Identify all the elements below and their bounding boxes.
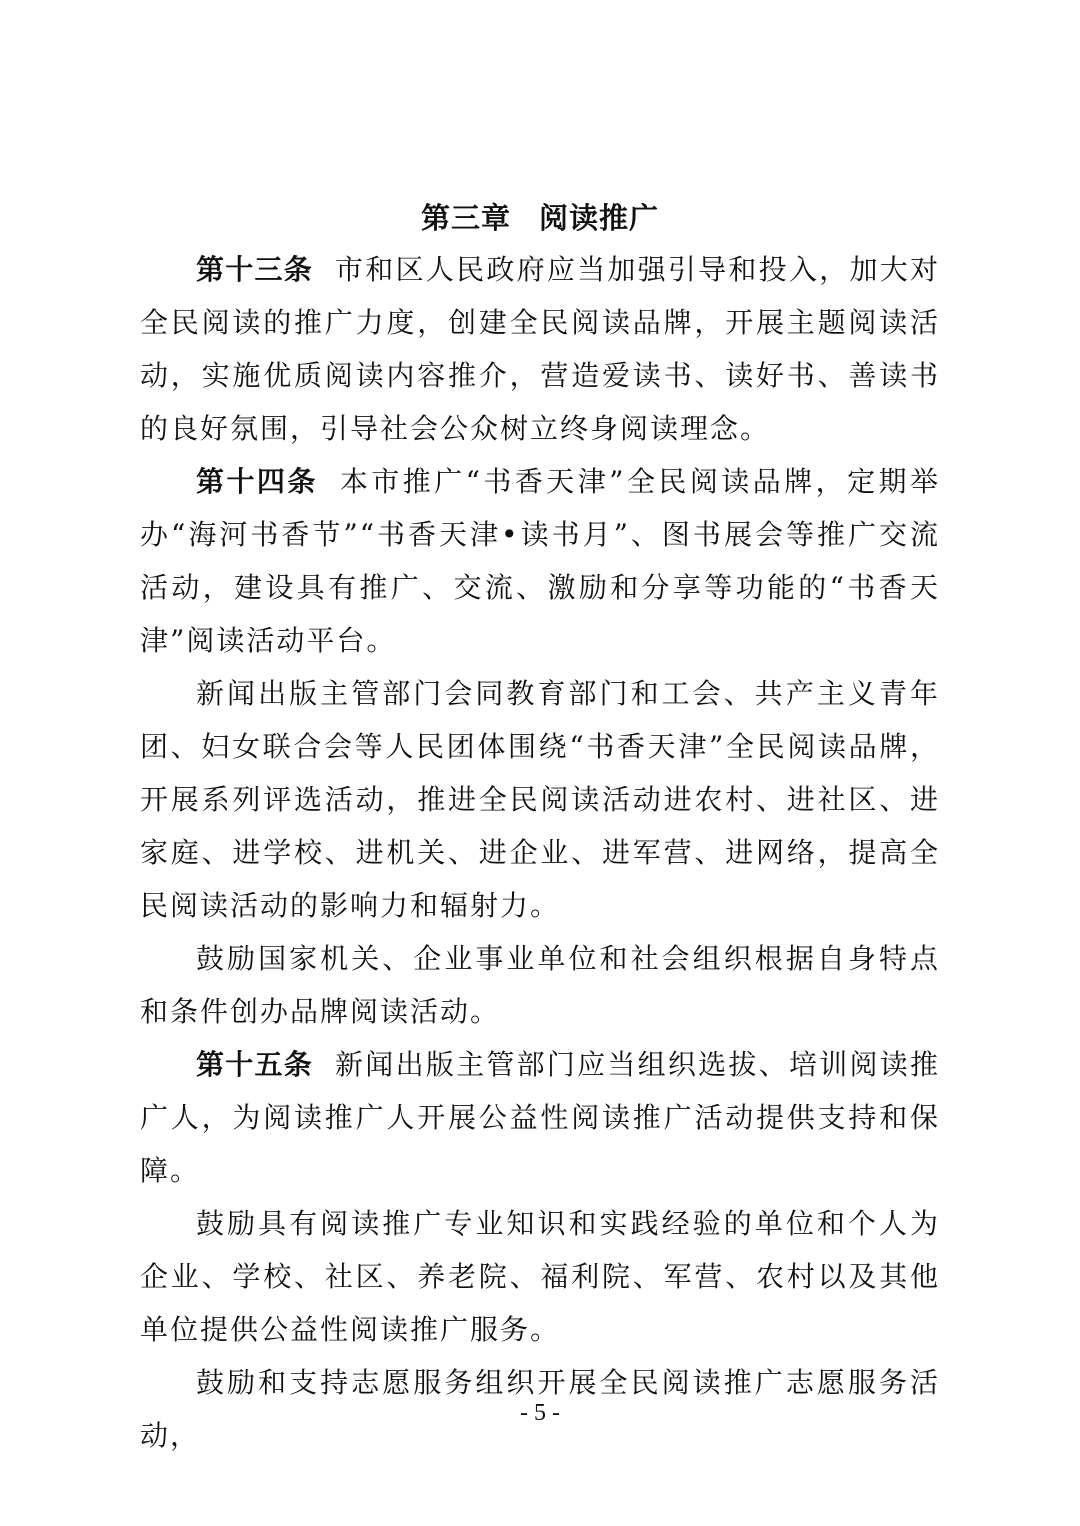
article-14-clause-2: [140, 667, 940, 932]
page-number: - 5 -: [520, 1400, 560, 1426]
paragraph-text: 本市推广“书香天津”全民阅读品牌，定期举办“海河书香节”“书香天津•读书月”、图书展会等推广交流活动，建设具有推广、交流、激励和分享等功能的“书香天津”阅读活动平台。: [140, 465, 940, 657]
article-label: 第十三条: [196, 253, 314, 286]
paragraph-text: 市和区人民政府应当加强引导和投入，加大对全民阅读的推广力度，创建全民阅读品牌，开展主题阅读活动，实施优质阅读内容推介，营造爱读书、读好书、善读书的良好氛围，引导社会公众树立终身阅读理念。: [140, 253, 940, 445]
chapter-title: [0, 195, 1080, 241]
article-14-clause-3: [140, 932, 940, 1038]
article-13-paragraph: [140, 243, 940, 455]
article-label: 第十四条: [196, 465, 318, 498]
article-15-paragraph: [140, 1038, 940, 1197]
article-label: 第十五条: [196, 1048, 314, 1081]
paragraph-text: 鼓励和支持志愿服务组织开展全民阅读推广志愿服务活动，: [140, 1366, 940, 1452]
body-content: [140, 243, 940, 1462]
article-14-paragraph: [140, 455, 940, 667]
paragraph-text: 鼓励国家机关、企业事业单位和社会组织根据自身特点和条件创办品牌阅读活动。: [140, 942, 940, 1028]
paragraph-text: 鼓励具有阅读推广专业知识和实践经验的单位和个人为企业、学校、社区、养老院、福利院、军营、农村以及其他单位提供公益性阅读推广服务。: [140, 1207, 940, 1346]
paragraph-text: 新闻出版主管部门会同教育部门和工会、共产主义青年团、妇女联合会等人民团体围绕“书香天津”全民阅读品牌，开展系列评选活动，推进全民阅读活动进农村、进社区、进家庭、进学校、进机关、进企业、进军营、进网络，提高全民阅读活动的影响力和辐射力。: [140, 677, 940, 922]
article-15-clause-2: [140, 1197, 940, 1356]
paragraph-text: 新闻出版主管部门应当组织选拔、培训阅读推广人，为阅读推广人开展公益性阅读推广活动提供支持和保障。: [140, 1048, 940, 1187]
chapter-number: 第三章: [420, 201, 511, 235]
chapter-name: 阅读推广: [539, 201, 660, 235]
